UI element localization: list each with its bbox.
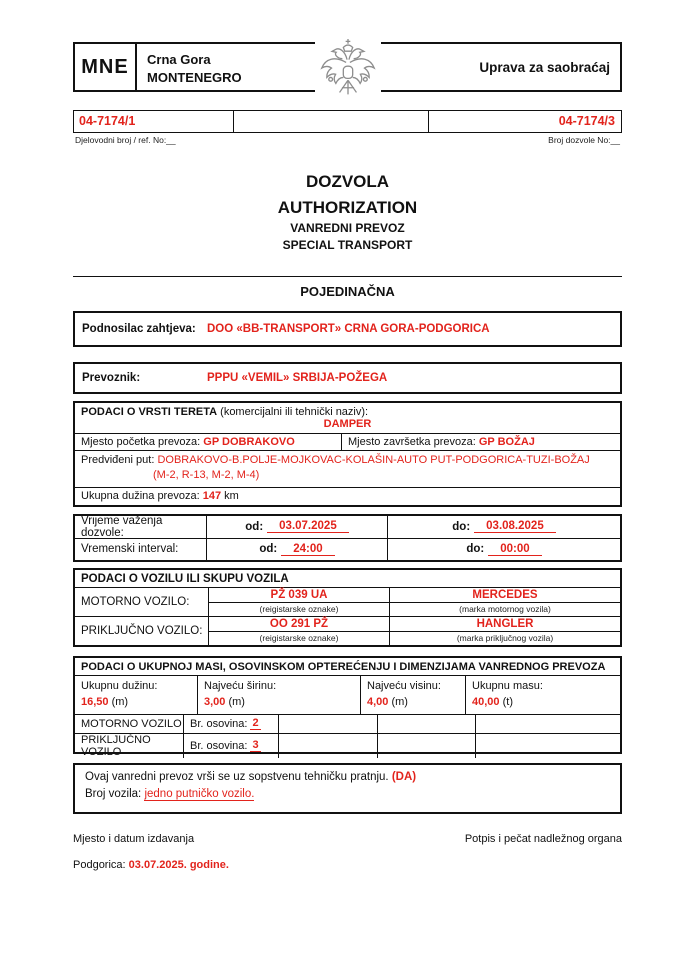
od-label: od:: [245, 520, 264, 533]
cargo-section-subtitle: (komercijalni ili tehnički naziv):: [220, 405, 369, 418]
height-label: Najveću visinu:: [367, 679, 441, 692]
motor-axle-count: 2: [252, 717, 259, 730]
applicant-label: Podnosilac zahtjeva:: [82, 322, 196, 335]
country-name-english: MONTENEGRO: [147, 69, 242, 85]
valid-from-value: 03.07.2025: [267, 520, 349, 533]
height-cell: [360, 676, 465, 714]
escort-section: [73, 763, 622, 815]
mass-cell: [465, 676, 620, 714]
coat-of-arms-icon: [315, 35, 381, 103]
cargo-name: DAMPER: [323, 417, 372, 430]
length-label: Ukupnu dužinu:: [81, 679, 158, 692]
trailer-vehicle-row: [75, 616, 620, 645]
trailer-row-label: PRIKLJUČNO VOZILO: [81, 733, 151, 758]
carrier-label: Prevoznik:: [82, 371, 141, 384]
escort-answer: (DA): [391, 770, 417, 783]
permit-type: POJEDINAČNA: [300, 283, 395, 299]
trailer-axles-row: [75, 733, 620, 758]
length-cell: [75, 676, 197, 714]
empty-cell: [475, 734, 620, 758]
empty-cell: [377, 715, 475, 733]
reference-number-strip: [73, 110, 622, 133]
interval-to-value: 00:00: [488, 543, 541, 556]
axle-count-label-2: Br. osovina:: [190, 739, 248, 752]
vehicle-section-title: PODACI O VOZILU ILI SKUPU VOZILA: [81, 572, 289, 585]
subtitle-local: VANREDNI PREVOZ: [290, 221, 405, 235]
country-name-local: Crna Gora: [147, 52, 211, 67]
empty-cell: [475, 715, 620, 733]
cargo-section: [73, 401, 622, 507]
end-place-label: Mjesto završetka prevoza:: [348, 435, 476, 448]
time-interval-row: [75, 538, 620, 560]
ref-number-label: Djelovodni broj / ref. No:__: [75, 135, 176, 145]
axle-count-label: Br. osovina:: [190, 717, 248, 730]
dimensions-values-row: [75, 675, 620, 714]
vehicle-section: [73, 568, 622, 647]
route-label: Predviđeni put:: [81, 453, 155, 466]
document-header: [73, 42, 622, 92]
motor-brand-caption: (marka motornog vozila): [390, 602, 620, 616]
trailer-plate-value: OO 291 PŽ: [269, 617, 329, 630]
route-value: DOBRAKOVO-B.POLJE-MOJKOVAC-KOLAŠIN-AUTO PUT-PODGORICA-TUZI-BOŽAJ: [157, 453, 590, 466]
title-local: DOZVOLA: [305, 172, 390, 191]
start-place-label: Mjesto početka prevoza:: [81, 435, 201, 448]
empty-cell: [278, 734, 377, 758]
issue-place-date: [73, 859, 622, 871]
interval-from-value: 24:00: [281, 543, 334, 556]
escort-statement: Ovaj vanredni prevoz vrši se uz sopstvenu tehničku pratnju.: [85, 770, 389, 783]
reference-labels: [73, 135, 622, 145]
distance-value: 147: [202, 489, 222, 502]
authorization-document: [73, 0, 622, 871]
cargo-title-row: [75, 403, 620, 433]
width-cell: [197, 676, 360, 714]
signature-label: Potpis i pečat nadležnog organa: [464, 833, 622, 846]
ref-empty-cell: [234, 111, 429, 132]
start-place-value: GP DOBRAKOVO: [203, 435, 295, 448]
issue-date-value: 03.07.2025. godine.: [128, 859, 229, 872]
validity-section: [73, 514, 622, 562]
applicant-box: [73, 311, 622, 347]
height-value: 4,00: [367, 696, 389, 709]
ref-number: 04-7174/1: [74, 111, 234, 132]
width-value: 3,00: [204, 696, 226, 709]
route-row: [75, 450, 620, 487]
montenegro-eagle-icon: [318, 37, 378, 101]
distance-label: Ukupna dužina prevoza:: [81, 489, 200, 502]
valid-to-value: 03.08.2025: [474, 520, 556, 533]
mass-unit: (t): [502, 696, 513, 709]
do-label: do:: [452, 520, 471, 533]
trailer-plate-caption: (reigistarske oznake): [209, 631, 390, 645]
country-code: MNE: [75, 44, 137, 90]
trailer-vehicle-label: PRIKLJUČNO VOZILO:: [75, 617, 209, 645]
motor-row-label: MOTORNO VOZILO: [81, 717, 182, 730]
empty-cell: [278, 715, 377, 733]
issuing-authority: Uprava za saobraćaj: [479, 59, 610, 75]
motor-axles-row: [75, 714, 620, 733]
distance-unit: km: [224, 489, 239, 502]
distance-row: [75, 487, 620, 505]
width-label: Najveću širinu:: [204, 679, 277, 692]
do-label-2: do:: [466, 543, 485, 556]
end-place-cell: [342, 434, 620, 450]
motor-vehicle-row: [75, 587, 620, 616]
escort-vehicles-value: jedno putničko vozilo.: [144, 788, 255, 801]
place-date-label: Mjesto i datum izdavanja: [73, 833, 195, 846]
carrier-value: PPPU «VEMIL» SRBIJA-POŽEGA: [207, 371, 388, 384]
applicant-value: DOO «BB-TRANSPORT» CRNA GORA-PODGORICA: [207, 322, 490, 335]
escort-vehicles-label: Broj vozila:: [85, 788, 142, 801]
motor-plate-value: PŽ 039 UA: [270, 588, 328, 601]
motor-plate-caption: (reigistarske oznake): [209, 602, 390, 616]
length-unit: (m): [111, 696, 129, 709]
dimensions-section: [73, 656, 622, 758]
start-place-cell: [75, 434, 342, 450]
permit-number: 04-7174/3: [558, 114, 615, 128]
divider-line: [73, 276, 622, 277]
carrier-box: [73, 362, 622, 394]
height-unit: (m): [391, 696, 408, 709]
permit-number-label: Broj dozvole No:__: [548, 135, 620, 145]
trailer-brand-caption: (marka priključnog vozila): [390, 631, 620, 645]
length-value: 16,50: [81, 696, 109, 709]
cargo-section-title: PODACI O VRSTI TERETA: [81, 405, 218, 418]
time-interval-label: Vremenski interval:: [75, 539, 207, 560]
country-name: [137, 44, 242, 90]
dimensions-section-title: PODACI O UKUPNOJ MASI, OSOVINSKOM OPTEREĆENJU I DIMENZIJAMA VANREDNOG PREVOZA: [81, 660, 606, 673]
mass-value: 40,00: [472, 696, 500, 709]
title-english: AUTHORIZATION: [277, 197, 418, 217]
width-unit: (m): [228, 696, 245, 709]
route-roads: (M-2, R-13, M-2, M-4): [153, 469, 260, 482]
empty-cell: [377, 734, 475, 758]
issue-place-label: Podgorica:: [73, 859, 126, 872]
document-title-block: [73, 169, 622, 255]
cargo-places-row: [75, 433, 620, 450]
footer-labels: [73, 833, 622, 845]
od-label-2: od:: [259, 543, 278, 556]
trailer-brand-value: HANGLER: [476, 617, 534, 630]
trailer-axle-count: 3: [252, 739, 259, 752]
end-place-value: GP BOŽAJ: [478, 435, 535, 448]
subtitle-english: SPECIAL TRANSPORT: [282, 238, 413, 253]
mass-label: Ukupnu masu:: [472, 679, 543, 692]
motor-vehicle-label: MOTORNO VOZILO:: [75, 588, 209, 616]
validity-period-row: [75, 516, 620, 538]
validity-period-label: Vrijeme važenja dozvole:: [75, 516, 207, 538]
motor-brand-value: MERCEDES: [472, 588, 538, 601]
